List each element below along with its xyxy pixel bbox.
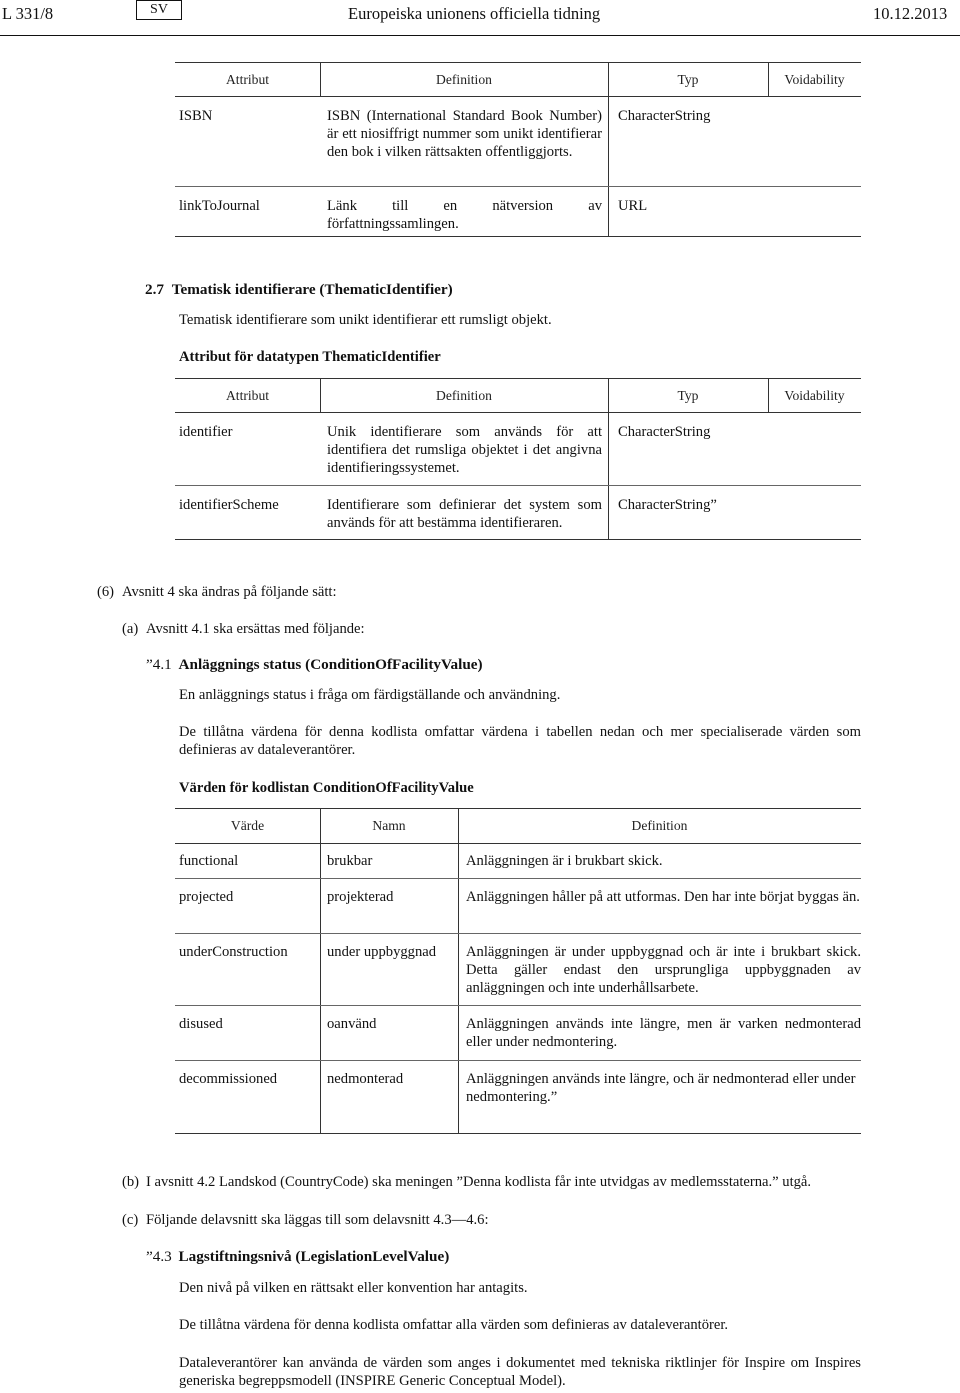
column-header: Voidability — [784, 72, 845, 87]
header-rule — [175, 843, 861, 844]
language-badge: SV — [136, 0, 182, 20]
section-number: ”4.1 — [146, 656, 172, 673]
column-header: Definition — [631, 818, 688, 833]
definition-cell: Unik identifierare som används för att identifiera det rumsliga objektet i det angivna identifieringssystemet. — [327, 424, 602, 476]
section-description: En anläggnings status i fråga om färdigställande och användning. — [179, 687, 561, 703]
section-note: De tillåtna värdena för denna kodlista omfattar alla värden som definieras av dataleverantörer. — [179, 1317, 729, 1333]
column-divider — [608, 62, 609, 236]
list-item-label: (b) — [122, 1174, 140, 1190]
section-heading — [146, 1248, 449, 1266]
column-divider — [768, 62, 769, 96]
row-rule — [175, 933, 861, 934]
section-heading — [146, 656, 483, 674]
definition-cell: Anläggningen är i brukbart skick. — [466, 853, 663, 869]
table-top-rule — [175, 62, 861, 63]
column-divider — [608, 378, 609, 539]
section-title: Tematisk identifierare (ThematicIdentifier) — [171, 281, 453, 298]
column-header: Attribut — [225, 388, 270, 403]
definition-cell: Anläggningen används inte längre, men är varken nedmonterad eller under nedmontering. — [466, 1016, 861, 1050]
section-description: Den nivå på vilken en rättsakt eller konvention har antagits. — [179, 1280, 528, 1296]
attribute-cell: linkToJournal — [179, 198, 260, 214]
name-cell: under uppbyggnad — [327, 944, 437, 960]
row-rule — [175, 1060, 861, 1061]
journal-title: Europeiska unionens officiella tidning — [348, 4, 601, 23]
value-cell: decommissioned — [179, 1071, 278, 1087]
type-cell: CharacterString — [618, 108, 711, 124]
column-divider — [320, 62, 321, 96]
column-header: Namn — [372, 818, 406, 833]
header-rule — [0, 35, 960, 36]
list-item-text: I avsnitt 4.2 Landskod (CountryCode) ska meningen ”Denna kodlista får inte utvidgas av medlemsstaterna.” utgå. — [146, 1174, 812, 1190]
row-rule — [175, 485, 861, 486]
list-item-label: (6) — [97, 584, 115, 600]
section-heading — [145, 281, 453, 299]
attribute-cell: ISBN — [179, 108, 213, 124]
list-item-label: (a) — [122, 621, 139, 637]
definition-cell: Länk till en nätversion av författningssamlingen. — [327, 198, 602, 232]
type-cell: URL — [618, 198, 648, 214]
table-top-rule — [175, 378, 861, 379]
name-cell: oanvänd — [327, 1016, 377, 1032]
list-item-text: Följande delavsnitt ska läggas till som delavsnitt 4.3—4.6: — [146, 1212, 489, 1228]
row-rule — [175, 878, 861, 879]
row-rule — [175, 186, 861, 187]
name-cell: nedmonterad — [327, 1071, 404, 1087]
column-header: Definition — [436, 388, 492, 403]
definition-cell: ISBN (International Standard Book Number) är ett niosiffrigt nummer som unikt identifierar den bok i vilken rättsakten offentliggjorts. — [327, 108, 602, 160]
section-number: 2.7 — [145, 281, 164, 298]
value-cell: projected — [179, 889, 234, 905]
attribute-cell: identifier — [179, 424, 233, 440]
column-header: Voidability — [784, 388, 845, 403]
table-bottom-rule — [175, 236, 861, 237]
value-cell: underConstruction — [179, 944, 288, 960]
value-cell: functional — [179, 853, 239, 869]
section-note: Dataleverantörer kan använda de värden som anges i dokumentet med tekniska riktlinjer för Inspire om Inspires generiska begreppsmodell (INSPIRE Generic Conceptual Model). — [179, 1355, 861, 1389]
list-item-text: Avsnitt 4 ska ändras på följande sätt: — [122, 584, 337, 600]
column-header: Typ — [677, 388, 699, 403]
section-number: ”4.3 — [146, 1248, 172, 1265]
column-divider — [458, 808, 459, 1133]
column-header: Definition — [436, 72, 492, 87]
definition-cell: Anläggningen används inte längre, och är nedmonterad eller under nedmontering.” — [466, 1071, 856, 1105]
page-reference: L 331/8 — [2, 4, 54, 23]
list-item-text: Avsnitt 4.1 ska ersättas med följande: — [146, 621, 365, 637]
column-divider — [320, 378, 321, 412]
table-top-rule — [175, 808, 861, 809]
definition-cell: Anläggningen håller på att utformas. Den har inte börjat byggas än. — [466, 889, 860, 905]
table-bottom-rule — [175, 1133, 861, 1134]
value-cell: disused — [179, 1016, 223, 1032]
section-note: De tillåtna värdena för denna kodlista omfattar värdena i tabellen nedan och mer specialiserade värden som definieras av dataleverantörer. — [179, 724, 861, 758]
section-title: Lagstiftningsnivå (LegislationLevelValue) — [178, 1248, 450, 1265]
subheading: Värden för kodlistan ConditionOfFacilityValue — [179, 780, 474, 796]
column-header: Attribut — [225, 72, 270, 87]
row-rule — [175, 1005, 861, 1006]
column-header: Typ — [677, 72, 699, 87]
table-bottom-rule — [175, 539, 861, 540]
type-cell: CharacterString” — [618, 497, 717, 513]
section-description: Tematisk identifierare som unikt identifierar ett rumsligt objekt. — [179, 312, 552, 328]
type-cell: CharacterString — [618, 424, 711, 440]
definition-cell: Identifierare som definierar det system som används för att bestämma identifieraren. — [327, 497, 602, 531]
attribute-cell: identifierScheme — [179, 497, 279, 513]
publication-date: 10.12.2013 — [873, 4, 948, 23]
column-header: Värde — [230, 818, 265, 833]
column-divider — [768, 378, 769, 412]
list-item-label: (c) — [122, 1212, 139, 1228]
subheading: Attribut för datatypen ThematicIdentifier — [179, 349, 441, 365]
name-cell: brukbar — [327, 853, 373, 869]
header-rule — [175, 96, 861, 97]
name-cell: projekterad — [327, 889, 394, 905]
column-divider — [320, 808, 321, 1133]
section-title: Anläggnings status (ConditionOfFacilityValue) — [178, 656, 483, 673]
header-rule — [175, 412, 861, 413]
definition-cell: Anläggningen är under uppbyggnad och är inte i brukbart skick. Detta gäller endast den ursprungliga uppbyggnaden av anläggningen och inte underhållsarbete. — [466, 944, 861, 996]
